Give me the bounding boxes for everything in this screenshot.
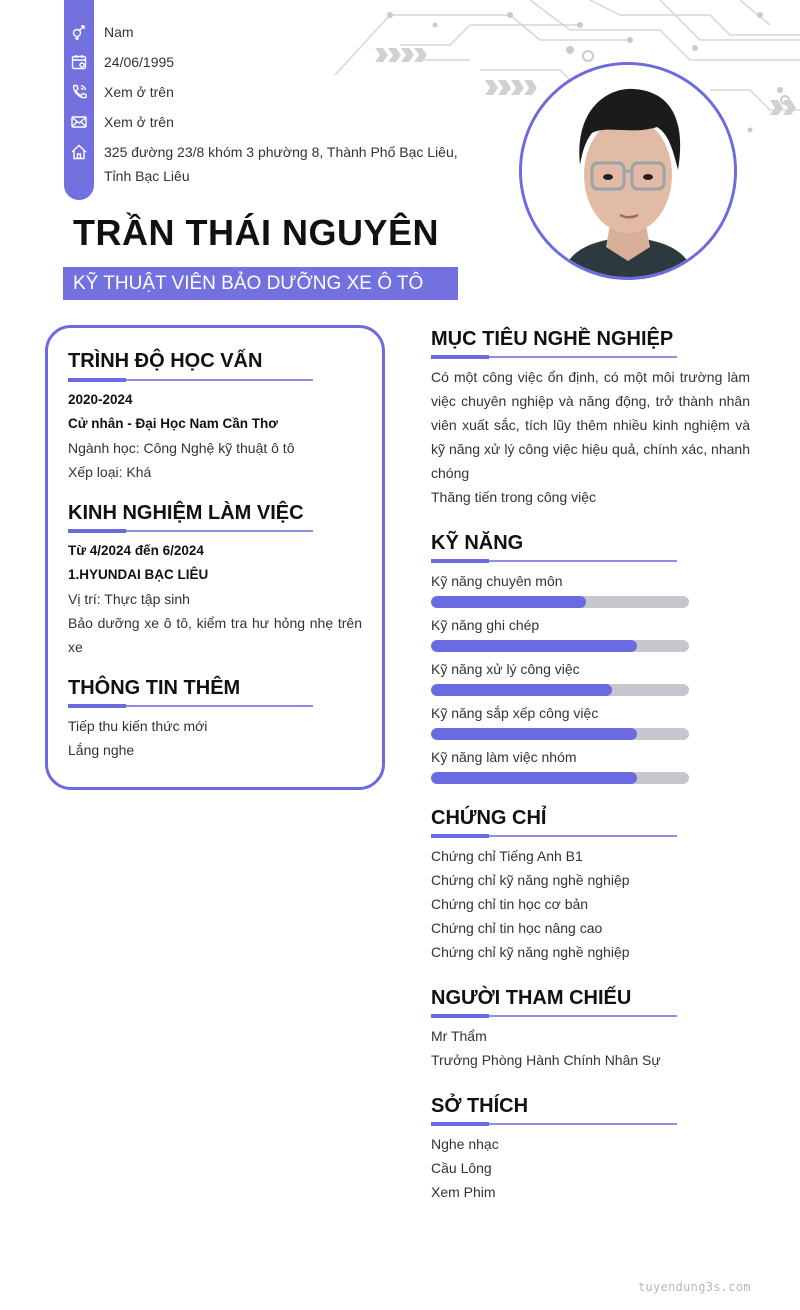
objective-line: chóng (431, 465, 470, 481)
skill-label: Kỹ năng xử lý công việc (431, 661, 580, 677)
experience-company: 1.HYUNDAI BẠC LIÊU (68, 567, 209, 582)
skill-bar-fill (431, 728, 637, 740)
phone-icon (70, 83, 88, 101)
list-item: Chứng chỉ Tiếng Anh B1 (431, 848, 583, 864)
birthday-value: 24/06/1995 (104, 54, 175, 70)
education-major: Ngành học: Công Nghệ kỹ thuật ô tô (68, 440, 295, 456)
hobbies-heading: SỞ THÍCH (431, 1095, 529, 1117)
job-title: KỸ THUẬT VIÊN BẢO DƯỠNG XE Ô TÔ (63, 267, 458, 300)
certificates-heading: CHỨNG CHỈ (431, 807, 547, 829)
skill-bar (431, 640, 689, 652)
list-item: Cầu Lông (431, 1160, 492, 1176)
reference-name: Mr Thẩm (431, 1028, 487, 1044)
experience-period: Từ 4/2024 đến 6/2024 (68, 543, 204, 558)
skills-underline (431, 560, 677, 562)
candidate-name: TRẦN THÁI NGUYÊN (73, 212, 439, 253)
experience-position: Vị trí: Thực tập sinh (68, 591, 190, 607)
extra-info-underline (68, 705, 313, 707)
list-item: Chứng chỉ tin học cơ bản (431, 896, 589, 912)
skill-bar (431, 728, 689, 740)
address-line-2: Tỉnh Bạc Liêu (104, 168, 190, 184)
phone-value: Xem ở trên (104, 84, 174, 100)
objective-line: kỹ năng xử lý công việc hiệu quả, chính xác, nhanh (431, 441, 750, 457)
references-heading: NGƯỜI THAM CHIẾU (431, 987, 632, 1009)
list-item: Chứng chỉ tin học nâng cao (431, 920, 603, 936)
education-degree: Cử nhân - Đại Học Nam Cần Thơ (68, 416, 278, 431)
list-item: Chứng chỉ kỹ năng nghề nghiệp (431, 872, 630, 888)
home-icon (70, 143, 88, 161)
certificates-underline (431, 835, 677, 837)
objective-line: việc chuyên nghiệp và năng động, trở thành nhân (431, 393, 750, 409)
objective-line: Có một công việc ổn định, có một môi trường làm (431, 369, 750, 385)
education-grade: Xếp loại: Khá (68, 464, 152, 480)
skill-label: Kỹ năng ghi chép (431, 617, 540, 633)
watermark: tuyendung3s.com (638, 1280, 751, 1294)
skill-bar (431, 596, 689, 608)
calendar-icon (70, 53, 88, 71)
skill-bar (431, 684, 689, 696)
experience-underline (68, 530, 313, 532)
objective-extra: Thăng tiến trong công việc (431, 489, 596, 505)
reference-role: Trưởng Phòng Hành Chính Nhân Sự (431, 1052, 661, 1068)
skill-bar-fill (431, 684, 612, 696)
skill-label: Kỹ năng làm việc nhóm (431, 749, 577, 765)
education-heading: TRÌNH ĐỘ HỌC VẤN (68, 350, 263, 372)
education-underline (68, 379, 313, 381)
skill-bar-fill (431, 640, 637, 652)
skill-bar-fill (431, 772, 637, 784)
education-period: 2020-2024 (68, 392, 133, 407)
extra-info-heading: THÔNG TIN THÊM (68, 677, 241, 699)
address-line-1: 325 đường 23/8 khóm 3 phường 8, Thành Phố Bạc Liêu, (104, 144, 458, 160)
profile-photo (519, 62, 737, 280)
experience-heading: KINH NGHIỆM LÀM VIỆC (68, 502, 304, 524)
experience-desc-line-2: xe (68, 639, 83, 655)
hobbies-underline (431, 1123, 677, 1125)
objective-line: viên xuất sắc, tích lũy thêm nhiều kinh nghiệm và (431, 417, 750, 433)
skill-bar-fill (431, 596, 586, 608)
references-underline (431, 1015, 677, 1017)
gender-icon (70, 23, 88, 41)
email-value: Xem ở trên (104, 114, 174, 130)
experience-desc-line-1: Bảo dưỡng xe ô tô, kiểm tra hư hỏng nhẹ trên (68, 615, 362, 631)
gender-value: Nam (104, 24, 134, 40)
skill-label: Kỹ năng sắp xếp công việc (431, 705, 599, 721)
list-item: Chứng chỉ kỹ năng nghề nghiệp (431, 944, 630, 960)
skills-heading: KỸ NĂNG (431, 532, 524, 554)
email-icon (70, 113, 88, 131)
list-item: Nghe nhạc (431, 1136, 499, 1152)
skill-label: Kỹ năng chuyên môn (431, 573, 563, 589)
list-item: Lắng nghe (68, 742, 135, 758)
objective-heading: MỤC TIÊU NGHỀ NGHIỆP (431, 328, 674, 350)
list-item: Xem Phim (431, 1184, 496, 1200)
objective-underline (431, 356, 677, 358)
list-item: Tiếp thu kiến thức mới (68, 718, 208, 734)
skill-bar (431, 772, 689, 784)
